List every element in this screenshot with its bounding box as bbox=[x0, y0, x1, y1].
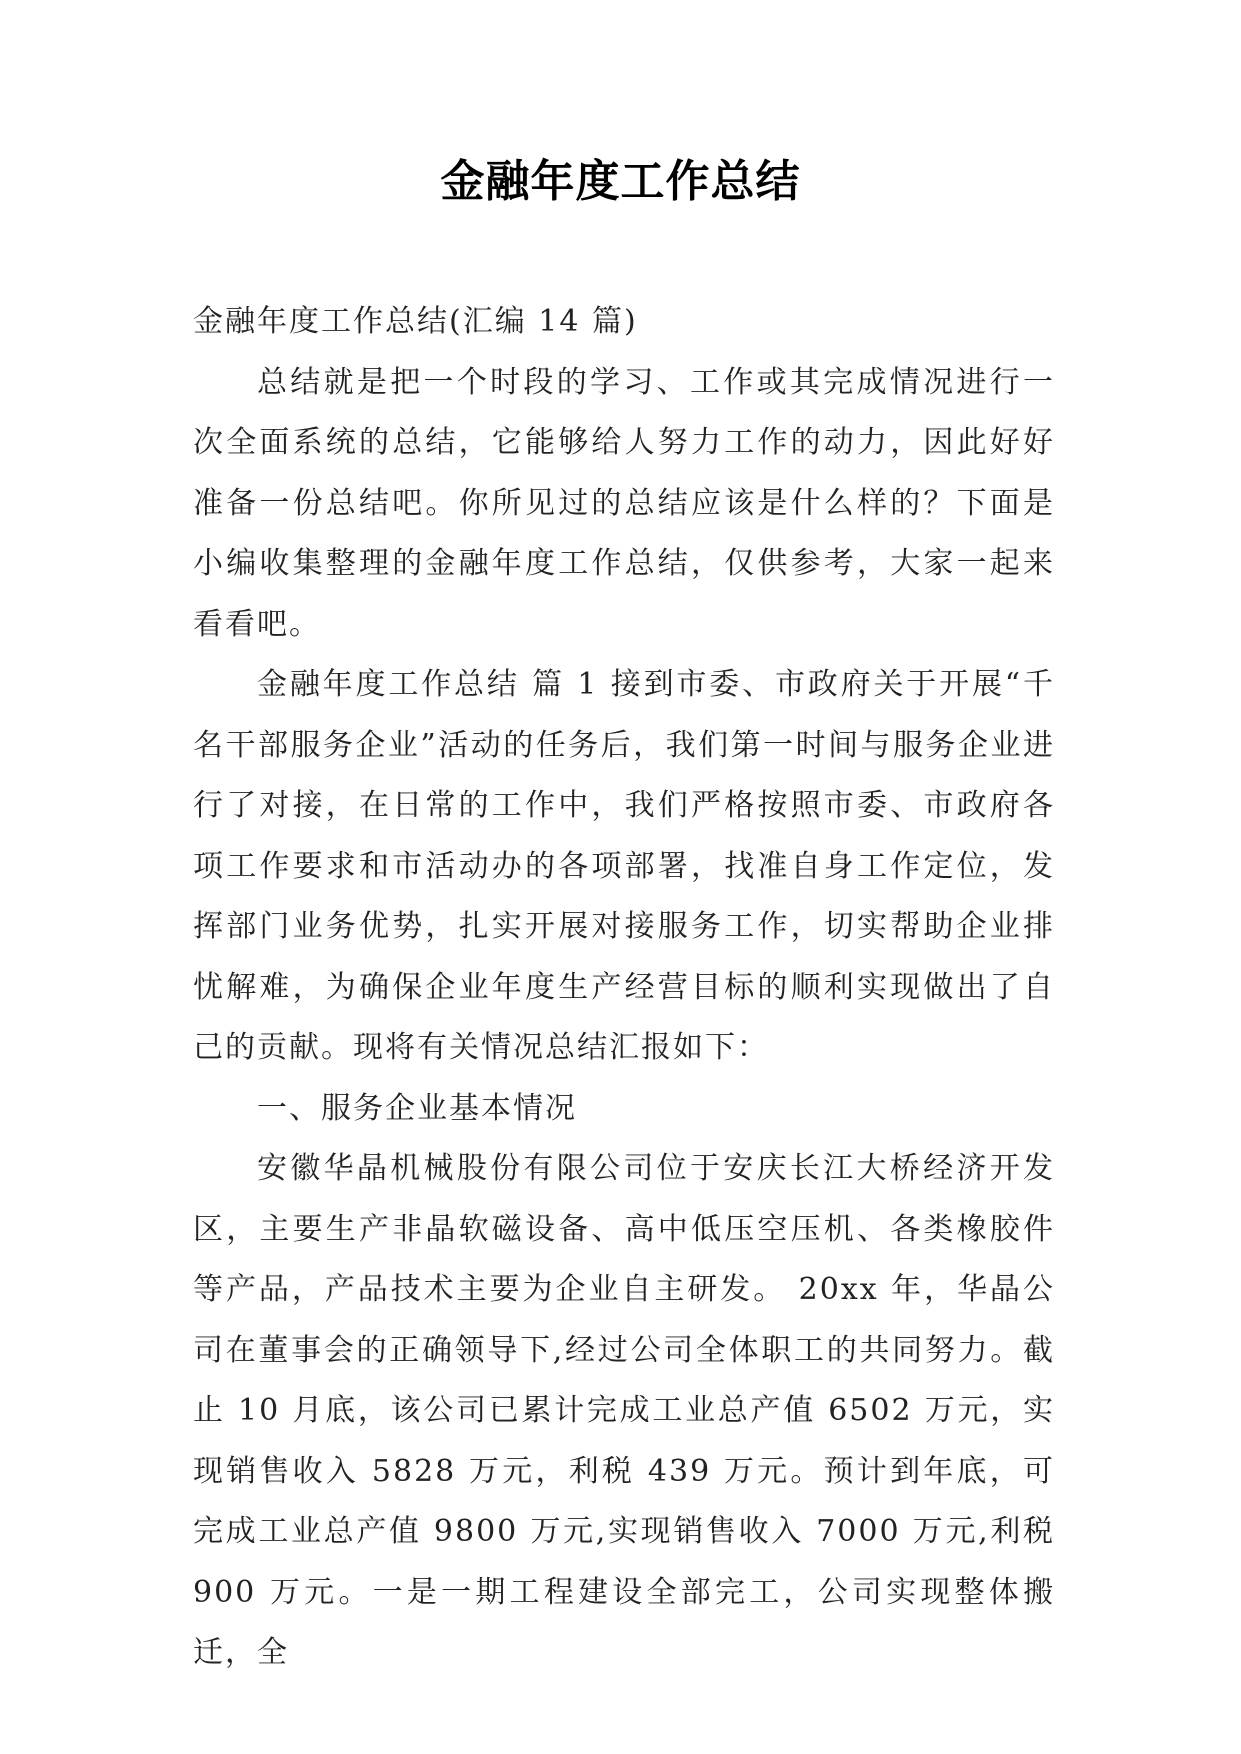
document-title: 金融年度工作总结 bbox=[440, 156, 801, 207]
section-heading-1: 一、服务企业基本情况 bbox=[257, 1090, 577, 1126]
document-body bbox=[193, 292, 1055, 1684]
paragraph-part-1: 金融年度工作总结 篇 1 接到市委、市政府关于开展“千名干部服务企业”活动的任务后，我们第一时间与服务企业进行了对接，在日常的工作中，我们严格按照市委、市政府各项工作要求和市活动办的各项部署，找准自身工作定位，发挥部门业务优势，扎实开展对接服务工作，切实帮助企业排忧解难，为确保企业年度生产经营目标的顺利实现做出了自己的贡献。现将有关情况总结汇报如下： bbox=[193, 667, 1055, 1065]
paragraph-intro: 总结就是把一个时段的学习、工作或其完成情况进行一次全面系统的总结，它能够给人努力工作的动力，因此好好准备一份总结吧。你所见过的总结应该是什么样的？下面是小编收集整理的金融年度工作总结，仅供参考，大家一起来看看吧。 bbox=[193, 364, 1055, 642]
paragraph-company: 安徽华晶机械股份有限公司位于安庆长江大桥经济开发区，主要生产非晶软磁设备、高中低压空压机、各类橡胶件等产品，产品技术主要为企业自主研发。 20xx 年，华晶公司在董事会的正确领导下,经过公司全体职工的共同努力。截止 10 月底，该公司已累计完成工业总产值 6502 万元，实现销售收入 5828 万元，利税 439 万元。预计到年底，可完成工业总产值 9800 万元,实现销售收入 7000 万元,利税 900 万元。一是一期工程建设全部完工，公司实现整体搬迁，全 bbox=[193, 1151, 1055, 1670]
document-subtitle: 金融年度工作总结(汇编 14 篇) bbox=[193, 304, 638, 339]
